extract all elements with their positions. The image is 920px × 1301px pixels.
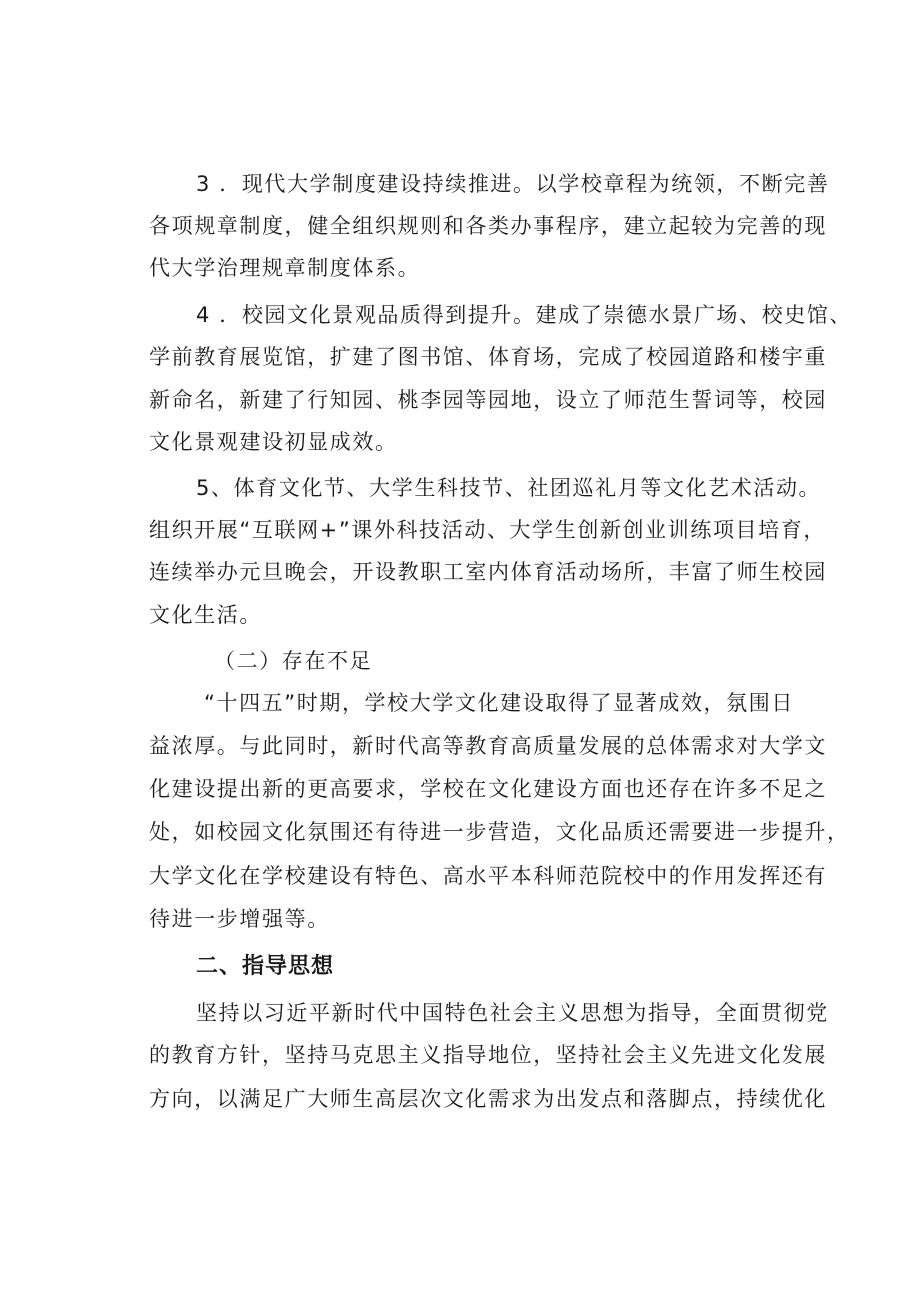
section-5-line-4: 文化生活。 [149,603,262,627]
subsection-2-title: （二）存在不足 [214,649,373,673]
subsection-2-line-2: 益浓厚。与此同时，新时代高等教育高质量发展的总体需求对大学文 [149,734,827,758]
section-3-line-3: 代大学治理规章制度体系。 [149,256,421,280]
section-two-heading: 二、指导思想 [196,954,335,979]
section-4-line-2: 学前教育展览馆，扩建了图书馆、体育场，完成了校园道路和楼宇重 [149,345,827,369]
subsection-2-line-4: 处，如校园文化氛围还有待进一步营造，文化品质还需要进一步提升， [149,820,850,844]
section-3-line-1: 3 ．现代大学制度建设持续推进。以学校章程为统领，不断完善 [196,172,830,196]
section-3-line-2: 各项规章制度，健全组织规则和各类办事程序，建立起较为完善的现 [149,214,827,238]
section-two-line-2: 的教育方针，坚持马克思主义指导地位，坚持社会主义先进文化发展 [149,1043,827,1067]
section-5-line-1: 5、体育文化节、大学生科技节、社团巡礼月等文化艺术活动。 [196,476,822,500]
subsection-2-line-6: 待进一步增强等。 [149,907,330,931]
section-4-line-3: 新命名，新建了行知园、桃李园等园地，设立了师范生誓词等，校园 [149,388,827,412]
section-5-line-2: 组织开展“互联网+”课外科技活动、大学生创新创业训练项目培育， [149,518,826,542]
subsection-2-line-1: “十四五”时期，学校大学文化建设取得了显著成效，氛围日 [204,691,794,715]
section-two-line-3: 方向，以满足广大师生高层次文化需求为出发点和落脚点，持续优化 [149,1087,827,1111]
section-4-line-4: 文化景观建设初显成效。 [149,430,398,454]
section-4-line-1: 4 ．校园文化景观品质得到提升。建成了崇德水景广场、校史馆、 [196,303,853,327]
section-5-line-3: 连续举办元旦晚会，开设教职工室内体育活动场所，丰富了师生校园 [149,560,827,584]
subsection-2-line-5: 大学文化在学校建设有特色、高水平本科师范院校中的作用发挥还有 [149,864,827,888]
section-two-line-1: 坚持以习近平新时代中国特色社会主义思想为指导，全面贯彻党 [196,1001,829,1025]
subsection-2-line-3: 化建设提出新的更高要求，学校在文化建设方面也还存在许多不足之 [149,777,827,801]
